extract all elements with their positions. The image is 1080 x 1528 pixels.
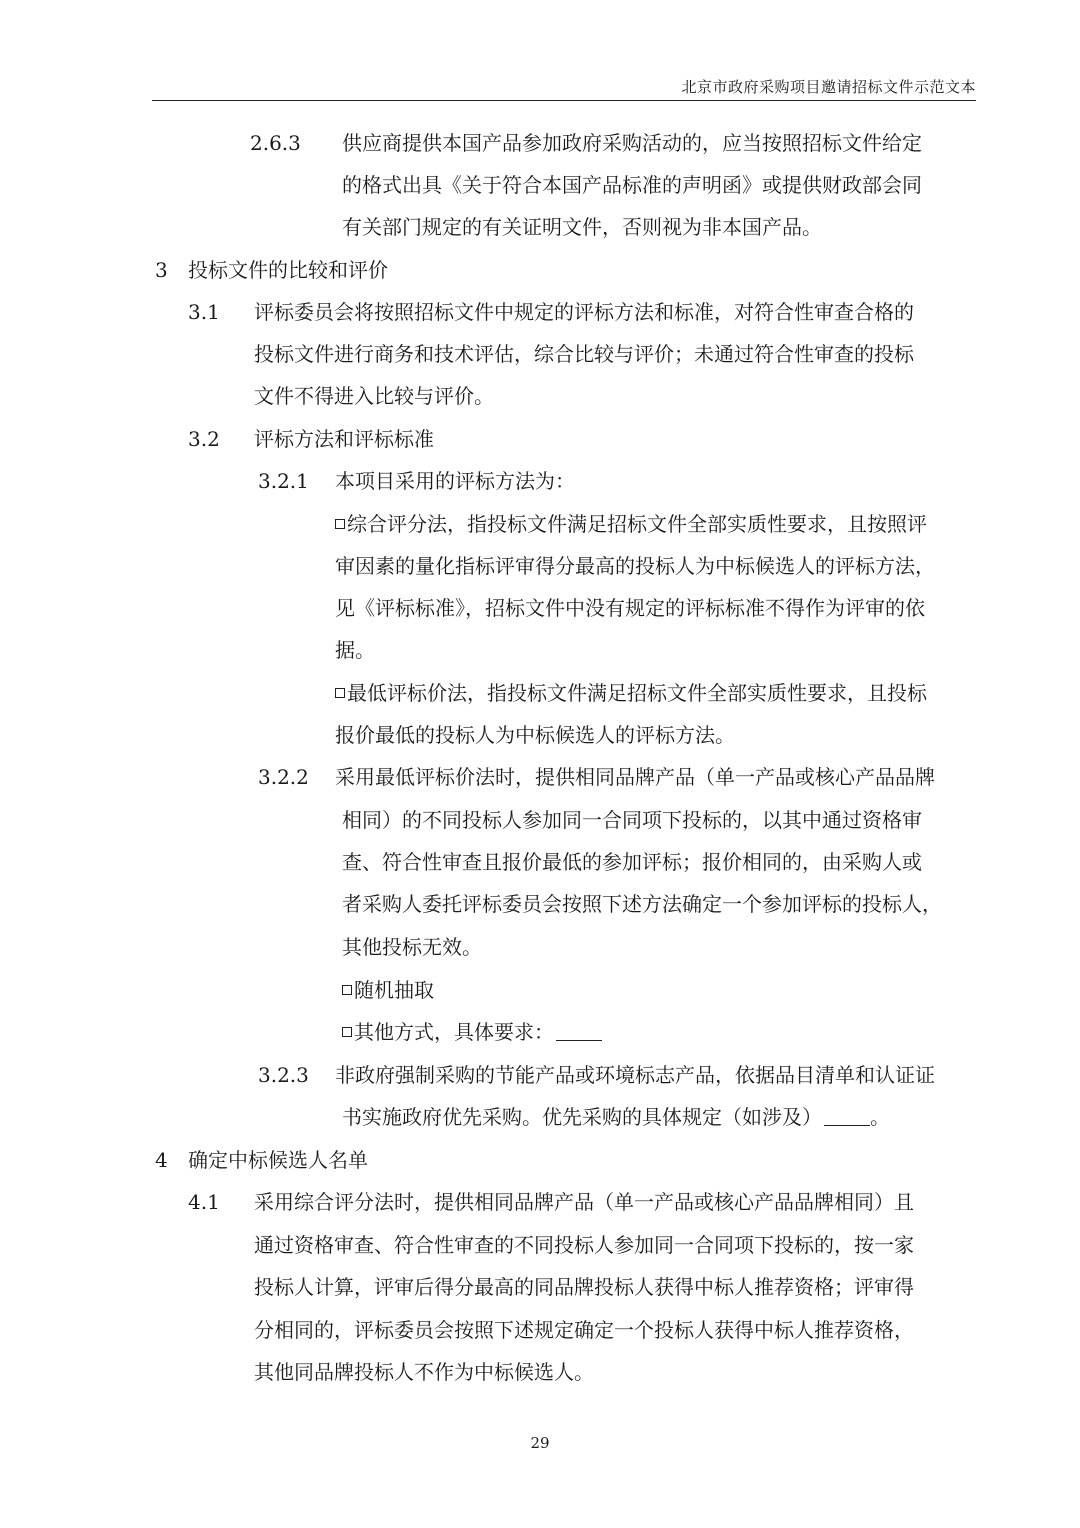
- clause-2-6-3-line-1: 供应商提供本国产品参加政府采购活动的，应当按照招标文件给定: [342, 131, 922, 155]
- option-other-method-label: 其他方式，具体要求：: [354, 1020, 554, 1044]
- clause-3-2-3-line-2-tail: 。: [870, 1105, 890, 1129]
- clause-number-3-1: 3.1: [188, 300, 220, 324]
- clause-3-2-2-line-2: 相同）的不同投标人参加同一合同项下投标的，以其中通过资格审: [342, 808, 922, 832]
- clause-3-1-line-2: 投标文件进行商务和技术评估，综合比较与评价；未通过符合性审查的投标: [254, 342, 914, 366]
- clause-3-1-line-3: 文件不得进入比较与评价。: [254, 384, 494, 408]
- clause-3-2-2-line-1: 采用最低评标价法时，提供相同品牌产品（单一产品或核心产品品牌: [335, 765, 935, 789]
- option-random-draw-label: 随机抽取: [354, 978, 434, 1002]
- clause-4-1-line-2: 通过资格审查、符合性审查的不同投标人参加同一合同项下投标的，按一家: [254, 1233, 914, 1257]
- fill-in-blank[interactable]: [824, 1107, 870, 1126]
- clause-4-1-line-1: 采用综合评分法时，提供相同品牌产品（单一产品或核心产品品牌相同）且: [254, 1190, 914, 1214]
- clause-3-2-2-line-5: 其他投标无效。: [342, 935, 482, 959]
- option-random-draw: [342, 978, 434, 1002]
- clause-3-2-2-line-4: 者采购人委托评标委员会按照下述方法确定一个参加评标的投标人，: [342, 892, 942, 916]
- option-lowest-price: [335, 681, 927, 705]
- checkbox-icon: [335, 519, 345, 529]
- option-comprehensive-scoring-line-1: 综合评分法，指投标文件满足招标文件全部实质性要求，且按照评: [347, 512, 927, 536]
- clause-3-2-3-line-2-text: 书实施政府优先采购。优先采购的具体规定（如涉及）: [342, 1105, 822, 1129]
- clause-number-3-2-3: 3.2.3: [258, 1063, 309, 1087]
- clause-3-2-3-line-1: 非政府强制采购的节能产品或环境标志产品，依据品目清单和认证证: [335, 1063, 935, 1087]
- option-other-method: [342, 1020, 602, 1044]
- section-4-title: 确定中标候选人名单: [188, 1148, 368, 1172]
- clause-3-2-3-line-2: [342, 1105, 890, 1129]
- clause-4-1-line-4: 分相同的，评标委员会按照下述规定确定一个投标人获得中标人推荐资格，: [254, 1318, 914, 1342]
- checkbox-icon: [335, 688, 345, 698]
- option-lowest-price-line-1: 最低评标价法，指投标文件满足招标文件全部实质性要求，且投标: [347, 681, 927, 705]
- section-number-3: 3: [155, 258, 168, 282]
- header-title: 北京市政府采购项目邀请招标文件示范文本: [681, 78, 976, 96]
- option-comprehensive-scoring: [335, 512, 927, 536]
- clause-number-3-2-1: 3.2.1: [258, 469, 309, 493]
- checkbox-icon: [342, 1027, 352, 1037]
- clause-2-6-3-line-2: 的格式出具《关于符合本国产品标准的声明函》或提供财政部会同: [342, 173, 922, 197]
- section-number-4: 4: [155, 1148, 168, 1172]
- clause-3-2-1-line-1: 本项目采用的评标方法为：: [335, 469, 575, 493]
- clause-4-1-line-5: 其他同品牌投标人不作为中标候选人。: [254, 1360, 594, 1384]
- option-comprehensive-scoring-line-2: 审因素的量化指标评审得分最高的投标人为中标候选人的评标方法，: [335, 554, 935, 578]
- clause-number-3-2: 3.2: [188, 427, 220, 451]
- option-comprehensive-scoring-line-3: 见《评标标准》，招标文件中没有规定的评标标准不得作为评审的依: [335, 596, 925, 620]
- fill-in-blank[interactable]: [556, 1022, 602, 1041]
- clause-2-6-3-line-3: 有关部门规定的有关证明文件，否则视为非本国产品。: [342, 215, 822, 239]
- clause-3-2-2-line-3: 查、符合性审查且报价最低的参加评标；报价相同的，由采购人或: [342, 850, 922, 874]
- clause-3-2-title: 评标方法和评标标准: [254, 427, 434, 451]
- clause-number-2-6-3: 2.6.3: [250, 131, 301, 155]
- clause-3-1-line-1: 评标委员会将按照招标文件中规定的评标方法和标准，对符合性审查合格的: [254, 300, 914, 324]
- header-rule: [152, 100, 976, 101]
- page-number: 29: [530, 1434, 550, 1452]
- option-lowest-price-line-2: 报价最低的投标人为中标候选人的评标方法。: [335, 723, 735, 747]
- clause-number-4-1: 4.1: [188, 1190, 220, 1214]
- option-comprehensive-scoring-line-4: 据。: [335, 638, 375, 662]
- section-3-title: 投标文件的比较和评价: [188, 258, 388, 282]
- checkbox-icon: [342, 985, 352, 995]
- clause-4-1-line-3: 投标人计算，评审后得分最高的同品牌投标人获得中标人推荐资格；评审得: [254, 1275, 914, 1299]
- clause-number-3-2-2: 3.2.2: [258, 765, 309, 789]
